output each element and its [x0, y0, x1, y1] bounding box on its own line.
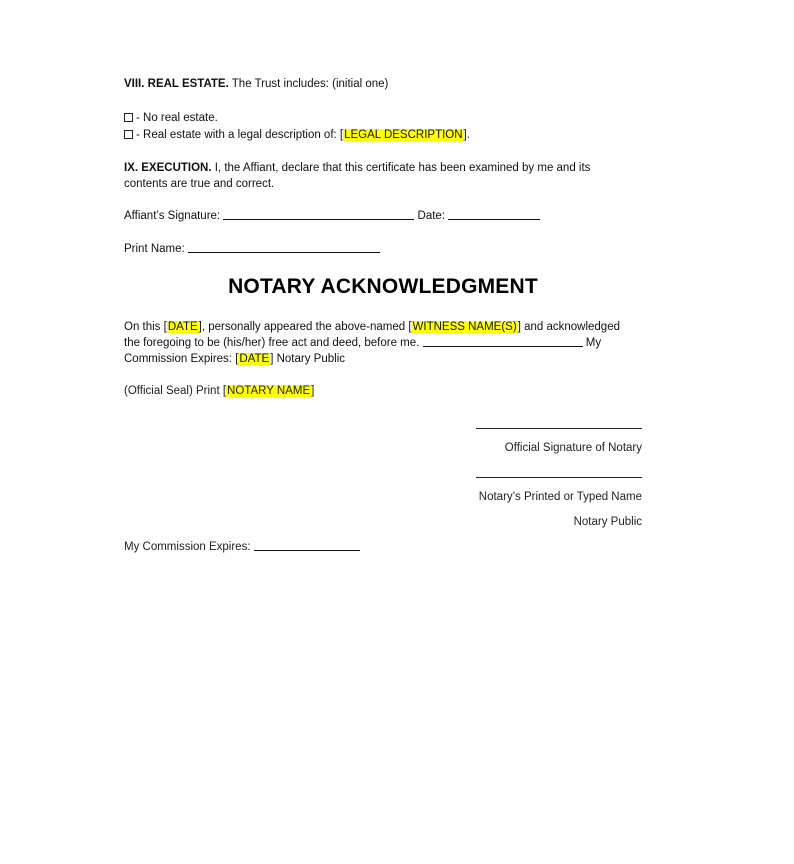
commission-expires-field[interactable] — [254, 540, 360, 551]
section-viii-heading: VIII. REAL ESTATE. — [124, 78, 229, 90]
option-legal-suffix: ]. — [463, 129, 470, 141]
affiant-signature-line — [124, 208, 540, 224]
option-legal-prefix: - Real estate with a legal description of: [ — [136, 129, 344, 141]
real-estate-option-none — [124, 110, 218, 126]
section-viii-heading-line — [124, 76, 388, 92]
notary-text: Commission Expires: [ — [124, 353, 239, 365]
notary-paragraph-line3 — [124, 351, 345, 367]
notary-text: ], personally appeared the above-named [ — [198, 321, 412, 333]
legal-description-placeholder[interactable]: LEGAL DESCRIPTION — [344, 129, 463, 141]
official-signature-label: Official Signature of Notary — [504, 442, 642, 454]
date-placeholder[interactable]: DATE — [167, 321, 198, 333]
section-ix-text1: I, the Affiant, declare that this certificate has been examined by me and its — [211, 162, 591, 174]
commission-expires-line — [124, 539, 360, 555]
notary-text: ] and acknowledged — [517, 321, 620, 333]
print-name-line — [124, 241, 380, 257]
date-field[interactable] — [448, 209, 540, 220]
checkbox-no-real-estate[interactable] — [124, 113, 133, 122]
section-ix-line1 — [124, 160, 590, 176]
real-estate-option-legal — [124, 127, 470, 143]
official-seal-text: (Official Seal) Print [ — [124, 385, 227, 397]
notary-paragraph-line2 — [124, 335, 601, 351]
official-seal-line — [124, 383, 314, 399]
official-signature-rule[interactable] — [476, 428, 642, 429]
section-viii-intro: The Trust includes: (initial one) — [228, 78, 389, 90]
notary-public-label: Notary Public — [573, 516, 642, 528]
notary-signature-blank[interactable] — [423, 336, 583, 347]
date-label: Date: — [417, 210, 446, 222]
affiant-signature-label: Affiant’s Signature: — [124, 210, 221, 222]
commission-date-placeholder[interactable]: DATE — [239, 353, 270, 365]
notary-text: On this [ — [124, 321, 167, 333]
notary-name-placeholder[interactable]: NOTARY NAME — [227, 385, 311, 397]
section-ix-line2 — [124, 176, 274, 192]
printed-name-rule[interactable] — [476, 477, 642, 478]
notary-text: the foregoing to be (his/her) free act and deed, before me. — [124, 337, 420, 349]
section-ix-text2: contents are true and correct. — [124, 178, 275, 190]
notary-acknowledgment-title: NOTARY ACKNOWLEDGMENT — [228, 275, 538, 298]
print-name-field[interactable] — [188, 242, 380, 253]
print-name-label: Print Name: — [124, 243, 185, 255]
witness-names-placeholder[interactable]: WITNESS NAME(S) — [412, 321, 517, 333]
printed-name-label: Notary’s Printed or Typed Name — [478, 491, 642, 503]
notary-text: My — [585, 337, 602, 349]
option-no-real-estate-label: - No real estate. — [136, 112, 218, 124]
notary-text: ] Notary Public — [270, 353, 345, 365]
section-ix-heading: IX. EXECUTION. — [124, 162, 212, 174]
official-seal-text: ] — [311, 385, 315, 397]
commission-expires-label: My Commission Expires: — [124, 541, 251, 553]
checkbox-real-estate-legal[interactable] — [124, 130, 133, 139]
notary-paragraph-line1 — [124, 319, 620, 335]
affiant-signature-field[interactable] — [223, 209, 414, 220]
